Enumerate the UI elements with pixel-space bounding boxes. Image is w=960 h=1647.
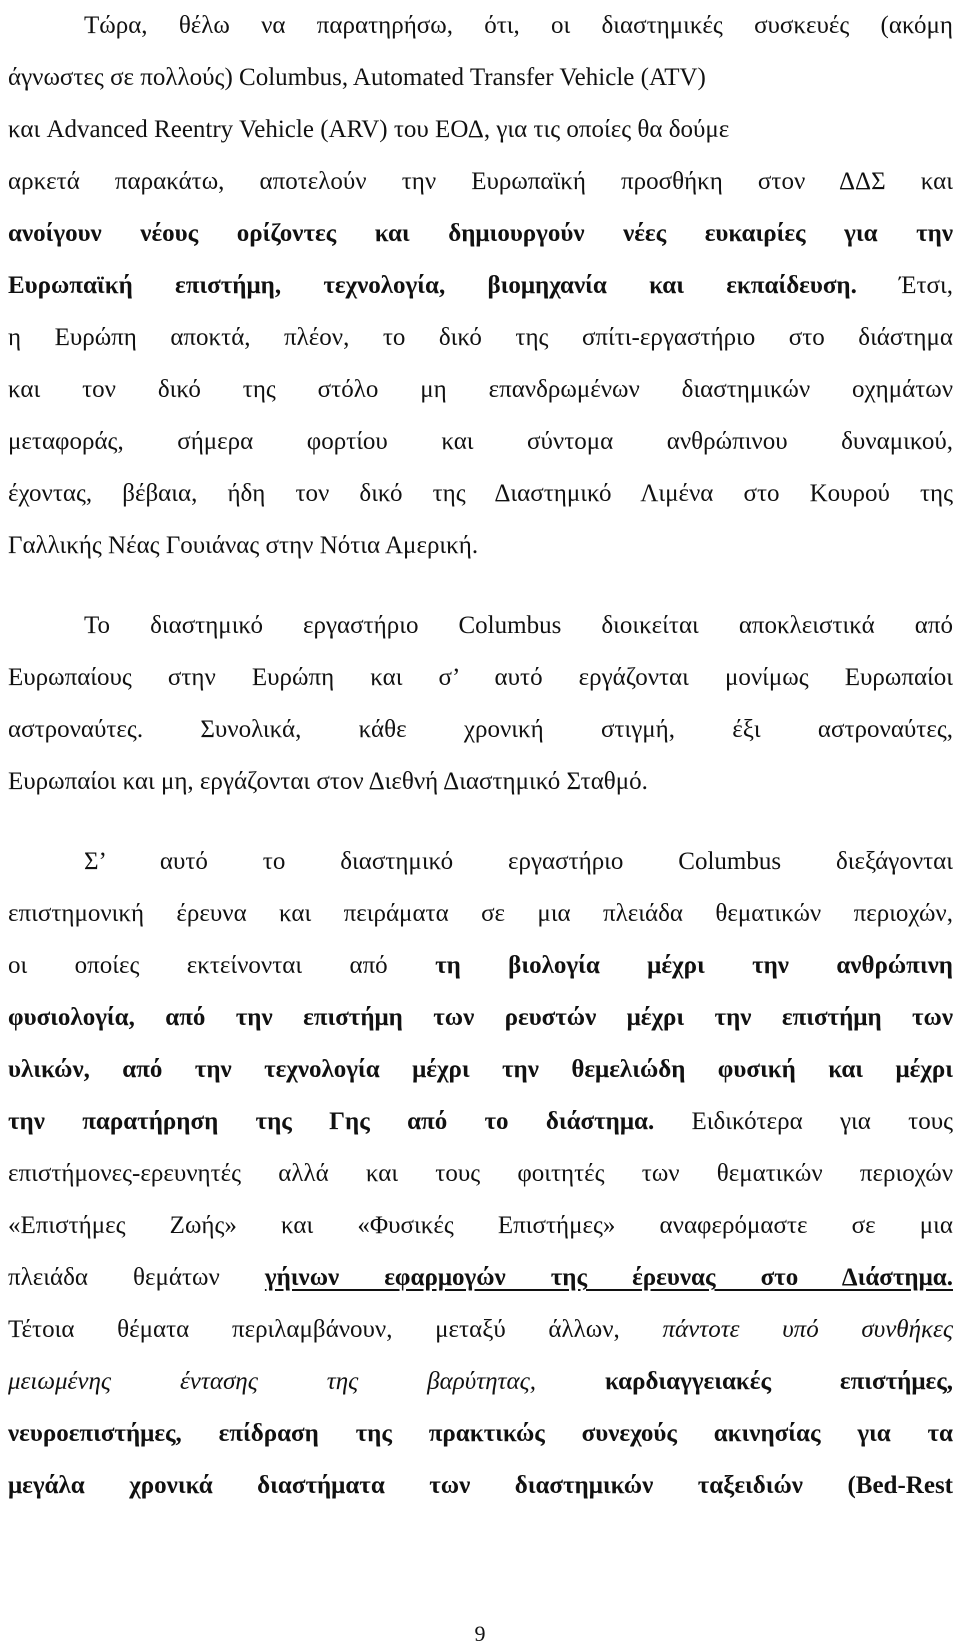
text-line [8,766,648,798]
text-segment: ανοίγουν νέους ορίζοντες και δημιουργούν νέες ευκαιρίες για την [8,220,953,247]
page-number: 9 [474,1621,486,1646]
text-line [8,478,953,510]
text-segment: νευροεπιστήμες, επίδραση της πρακτικώς συνεχούς ακινησίας για τα [8,1420,953,1447]
text-segment: την παρατήρηση της Γης από το διάστημα. [8,1108,655,1135]
text-line [84,846,953,878]
text-line [8,62,953,94]
text-segment: και Advanced Reentry Vehicle (ARV) του ΕΟΔ, για τις οποίες θα δούμε [8,116,730,143]
text-line [8,1418,953,1450]
text-segment: και τον δικό της στόλο μη επανδρωμένων διαστημικών οχημάτων [8,376,953,403]
text-line [8,530,478,562]
text-line [8,1314,953,1346]
text-line [8,898,953,930]
text-line [8,1210,953,1242]
text-segment: Σ’ αυτό το διαστημικό εργαστήριο Columbus διεξάγονται [84,848,953,875]
text-line [8,1106,953,1138]
text-segment: έχοντας, βέβαια, ήδη τον δικό της Διαστημικό Λιμένα στο Κουρού της [8,480,953,507]
text-segment: η Ευρώπη αποκτά, πλέον, το δικό της σπίτι-εργαστήριο στο διάστημα [8,324,953,351]
text-line [84,10,953,42]
text-segment: Ευρωπαίοι και μη, εργάζονται στον Διεθνή Διαστημικό Σταθμό. [8,768,648,795]
text-line [8,270,953,302]
text-segment: οι οποίες εκτείνονται από [8,952,436,979]
text-line [8,1366,953,1398]
text-segment [536,1368,605,1395]
text-segment: τη βιολογία μέχρι την ανθρώπινη [435,952,953,979]
text-line [8,1158,953,1190]
text-segment: γήινων εφαρμογών της έρευνας στο Διάστημα. [264,1264,953,1291]
text-line [84,610,953,642]
text-line [8,374,953,406]
text-segment: Το διαστημικό εργαστήριο Columbus διοικείται αποκλειστικά από [84,612,953,639]
text-segment: Ειδικότερα για τους [654,1108,953,1135]
text-line [8,166,953,198]
text-line [8,322,953,354]
text-line [8,426,953,458]
text-segment: επιστημονική έρευνα και πειράματα σε μια πλειάδα θεματικών περιοχών, [8,900,953,927]
text-segment: Τώρα, θέλω να παρατηρήσω, ότι, οι διαστημικές συσκευές (ακόμη [84,12,953,39]
text-segment: μεγάλα χρονικά διαστήματα των διαστημικών ταξειδιών (Bed-Rest [8,1472,953,1499]
text-segment: μειωμένης έντασης της βαρύτητας, [8,1368,537,1395]
text-segment: Τέτοια θέματα περιλαμβάνουν, μεταξύ άλλων, [8,1316,663,1343]
text-segment: Ευρωπαϊκή επιστήμη, τεχνολογία, βιομηχανία και εκπαίδευση. [8,272,857,299]
text-line [8,1054,953,1086]
text-segment: φυσιολογία, από την επιστήμη των ρευστών μέχρι την επιστήμη των [8,1004,953,1031]
text-segment: «Επιστήμες Ζωής» και «Φυσικές Επιστήμες» αναφερόμαστε σε μια [8,1212,953,1239]
text-line [8,1470,953,1502]
text-segment: επιστήμονες-ερευνητές αλλά και τους φοιτητές των θεματικών περιοχών [8,1160,953,1187]
text-segment: υλικών, από την τεχνολογία μέχρι την θεμελιώδη φυσική και μέχρι [8,1056,953,1083]
text-segment: Γαλλικής Νέας Γουιάνας στην Νότια Αμερική. [8,532,479,559]
text-segment: Ευρωπαίους στην Ευρώπη και σ’ αυτό εργάζονται μονίμως Ευρωπαίοι [8,664,953,691]
text-segment: πάντοτε υπό συνθήκες [662,1316,953,1343]
text-line [8,218,953,250]
text-segment: μεταφοράς, σήμερα φορτίου και σύντομα ανθρώπινου δυναμικού, [8,428,953,455]
text-segment: αρκετά παρακάτω, αποτελούν την Ευρωπαϊκή προσθήκη στον ΔΔΣ και [8,168,953,195]
text-line [8,114,953,146]
text-line [8,1262,953,1294]
text-segment: πλειάδα θεμάτων [8,1264,265,1291]
text-line [8,662,953,694]
text-segment: Έτσι, [856,272,953,299]
text-line [8,1002,953,1034]
text-segment: καρδιαγγειακές επιστήμες, [604,1368,954,1395]
text-line [8,950,953,982]
text-segment: αστροναύτες. Συνολικά, κάθε χρονική στιγμή, έξι αστροναύτες, [8,716,953,743]
text-segment: άγνωστες σε πολλούς) Columbus, Automated Transfer Vehicle (ATV) [8,64,706,91]
text-line [8,714,953,746]
